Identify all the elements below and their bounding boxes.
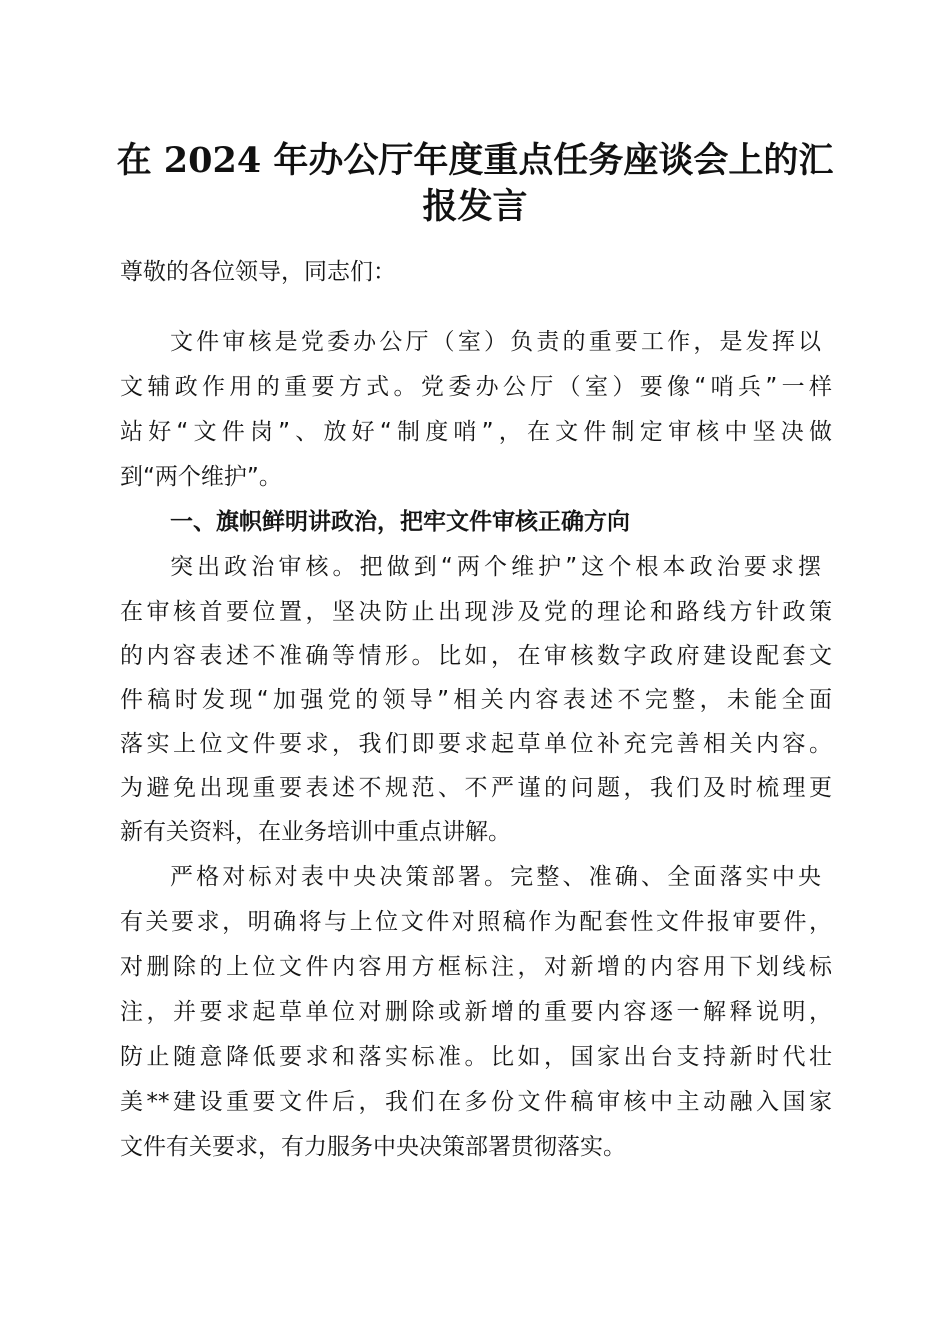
paragraph-2-line-2: 在审核首要位置，坚决防止出现涉及党的理论和路线方针政策 (120, 599, 832, 625)
document-title-line-1: 在 2024 年办公厅年度重点任务座谈会上的汇 (116, 140, 834, 181)
paragraph-3-line-2: 有关要求，明确将与上位文件对照稿作为配套性文件报审要件， (120, 909, 832, 935)
paragraph-2-line-4: 件稿时发现“加强党的领导”相关内容表述不完整，未能全面 (120, 687, 832, 713)
paragraph-3-line-3: 对删除的上位文件内容用方框标注，对新增的内容用下划线标 (120, 954, 832, 980)
paragraph-2-line-1: 突出政治审核。把做到“两个维护”这个根本政治要求摆 (170, 554, 821, 580)
section-heading-1: 一、旗帜鲜明讲政治，把牢文件审核正确方向 (170, 509, 630, 535)
paragraph-1-line-1: 文件审核是党委办公厅（室）负责的重要工作，是发挥以 (170, 329, 821, 355)
document-title-line-2: 报发言 (422, 186, 528, 227)
paragraph-3-line-1: 严格对标对表中央决策部署。完整、准确、全面落实中央 (170, 864, 821, 890)
greeting: 尊敬的各位领导，同志们： (120, 259, 396, 285)
paragraph-3-line-7: 文件有关要求，有力服务中央决策部署贯彻落实。 (120, 1134, 626, 1160)
paragraph-2-line-3: 的内容表述不准确等情形。比如，在审核数字政府建设配套文 (120, 643, 832, 669)
paragraph-2-line-5: 落实上位文件要求，我们即要求起草单位补充完善相关内容。 (120, 731, 832, 757)
paragraph-1-line-2: 文辅政作用的重要方式。党委办公厅（室）要像“哨兵”一样 (120, 374, 832, 400)
paragraph-3-line-4: 注，并要求起草单位对删除或新增的重要内容逐一解释说明， (120, 999, 832, 1025)
paragraph-1-line-4: 到“两个维护”。 (120, 464, 282, 490)
paragraph-2-line-7: 新有关资料，在业务培训中重点讲解。 (120, 819, 511, 845)
paragraph-3-line-5: 防止随意降低要求和落实标准。比如，国家出台支持新时代壮 (120, 1044, 832, 1070)
paragraph-1-line-3: 站好“文件岗”、放好“制度哨”，在文件制定审核中坚决做 (120, 419, 832, 445)
paragraph-3-line-6: 美**建设重要文件后，我们在多份文件稿审核中主动融入国家 (120, 1089, 832, 1115)
paragraph-2-line-6: 为避免出现重要表述不规范、不严谨的问题，我们及时梳理更 (120, 775, 832, 801)
